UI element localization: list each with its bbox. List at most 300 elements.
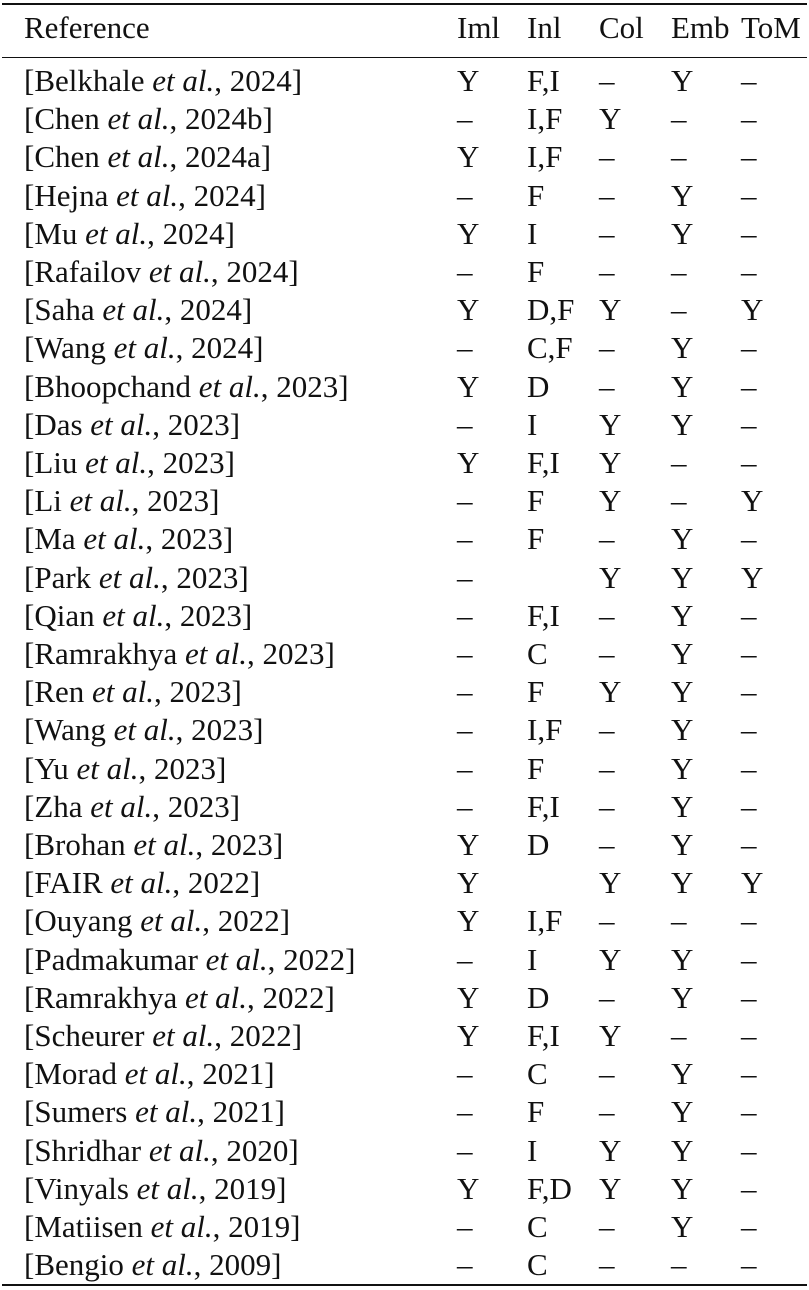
- inl-cell: I: [527, 1132, 538, 1168]
- bracket-close: ]: [288, 254, 299, 289]
- reference-year: 2019: [214, 1170, 277, 1206]
- emb-cell: Y: [671, 712, 694, 748]
- reference-cell: [Qian et al., 2023]: [24, 597, 253, 633]
- inl-cell: F,I: [527, 597, 560, 633]
- tom-cell: Y: [741, 559, 764, 595]
- reference-year: 2022: [187, 865, 250, 901]
- emb-cell: Y: [671, 1094, 694, 1130]
- reference-author: Scheurer: [34, 1018, 145, 1053]
- reference-etal: et al.: [124, 1056, 187, 1092]
- col-cell: Y: [599, 292, 622, 328]
- tom-cell: –: [741, 979, 757, 1015]
- tom-cell: Y: [741, 483, 764, 519]
- tom-cell: –: [741, 1056, 757, 1092]
- inl-cell: I: [527, 406, 538, 442]
- reference-year: 2022: [217, 903, 280, 939]
- table-row: [0, 520, 809, 558]
- reference-year: 2023: [179, 597, 242, 633]
- tom-cell: Y: [741, 865, 764, 901]
- col-cell: –: [599, 1247, 615, 1283]
- col-cell: Y: [599, 865, 622, 901]
- bracket-open: [: [24, 483, 35, 519]
- header-reference: Reference: [24, 10, 150, 45]
- reference-author: Matiisen: [34, 1209, 143, 1244]
- emb-cell: Y: [671, 788, 694, 824]
- header-rule: [2, 57, 807, 58]
- reference-author: Saha: [34, 292, 95, 328]
- reference-cell: [FAIR et al., 2022]: [24, 865, 261, 901]
- reference-year: 2024: [191, 330, 254, 366]
- bracket-open: [: [24, 101, 35, 137]
- tom-cell: –: [741, 941, 757, 977]
- bracket-close: ]: [255, 177, 266, 213]
- inl-cell: C: [527, 1209, 548, 1244]
- reference-author: Li: [34, 483, 62, 519]
- inl-cell: I,F: [527, 139, 563, 175]
- iml-cell: Y: [457, 445, 480, 480]
- bracket-open: [: [24, 368, 35, 404]
- inl-cell: I,F: [527, 101, 563, 137]
- reference-author: Shridhar: [34, 1132, 142, 1168]
- tom-cell: –: [741, 712, 757, 748]
- reference-cell: [Park et al., 2023]: [24, 559, 249, 595]
- inl-cell: I,F: [527, 712, 563, 748]
- tom-cell: –: [741, 1209, 757, 1244]
- tom-cell: –: [741, 903, 757, 939]
- table-row: [0, 902, 809, 940]
- emb-cell: Y: [671, 674, 694, 710]
- reference-year: 2024: [229, 63, 292, 98]
- iml-cell: Y: [457, 215, 480, 251]
- reference-author: Qian: [34, 597, 95, 633]
- bracket-open: [: [24, 674, 35, 710]
- tom-cell: –: [741, 139, 757, 175]
- reference-etal: et al.: [205, 941, 268, 977]
- inl-cell: F,I: [527, 788, 560, 824]
- bracket-close: ]: [274, 1094, 285, 1130]
- bracket-open: [: [24, 445, 35, 480]
- bracket-open: [: [24, 292, 35, 328]
- col-cell: Y: [599, 483, 622, 519]
- iml-cell: –: [457, 406, 473, 442]
- bracket-open: [: [24, 1170, 35, 1206]
- iml-cell: Y: [457, 903, 480, 939]
- reference-etal: et al.: [148, 254, 211, 289]
- emb-cell: –: [671, 254, 687, 289]
- reference-year: 2009: [209, 1247, 272, 1283]
- reference-etal: et al.: [116, 177, 179, 213]
- col-cell: –: [599, 712, 615, 748]
- inl-cell: F: [527, 1094, 545, 1130]
- table-row: [0, 711, 809, 749]
- bracket-open: [: [24, 1209, 35, 1244]
- reference-etal: et al.: [136, 1170, 199, 1206]
- reference-cell: [Li et al., 2023]: [24, 483, 220, 519]
- bracket-open: [: [24, 406, 35, 442]
- table-row: [0, 941, 809, 979]
- inl-cell: C,F: [527, 330, 573, 366]
- reference-author: Wang: [34, 712, 106, 748]
- reference-etal: et al.: [140, 903, 203, 939]
- reference-cell: [Padmakumar et al., 2022]: [24, 941, 356, 977]
- table-row: [0, 1055, 809, 1093]
- iml-cell: –: [457, 712, 473, 748]
- bracket-close: ]: [290, 1209, 301, 1244]
- bracket-close: ]: [238, 559, 249, 595]
- bottom-rule: [2, 1284, 807, 1286]
- emb-cell: Y: [671, 406, 694, 442]
- table-row: [0, 1208, 809, 1246]
- reference-year: 2023: [176, 559, 239, 595]
- tom-cell: –: [741, 827, 757, 862]
- emb-cell: Y: [671, 215, 694, 251]
- reference-author: Chen: [34, 139, 100, 175]
- reference-year: 2021: [212, 1094, 275, 1130]
- reference-author: Mu: [34, 215, 78, 251]
- reference-cell: [Sumers et al., 2021]: [24, 1094, 285, 1130]
- reference-etal: et al.: [98, 559, 161, 595]
- reference-year: 2024a: [185, 139, 261, 175]
- inl-cell: I,F: [527, 903, 563, 939]
- iml-cell: Y: [457, 139, 480, 175]
- emb-cell: Y: [671, 941, 694, 977]
- reference-etal: et al.: [83, 521, 146, 557]
- reference-cell: [Morad et al., 2021]: [24, 1056, 275, 1092]
- emb-cell: –: [671, 1018, 687, 1053]
- tom-cell: –: [741, 636, 757, 671]
- col-cell: –: [599, 903, 615, 939]
- reference-etal: et al.: [184, 636, 247, 671]
- table-row: [0, 597, 809, 635]
- table-row: [0, 1093, 809, 1131]
- bracket-close: ]: [264, 1056, 275, 1092]
- reference-year: 2024: [226, 254, 289, 289]
- bracket-close: ]: [249, 865, 261, 901]
- inl-cell: D: [527, 827, 550, 862]
- reference-author: Ren: [34, 674, 85, 710]
- tom-cell: Y: [741, 292, 764, 328]
- col-cell: Y: [599, 674, 622, 710]
- tom-cell: –: [741, 788, 757, 824]
- emb-cell: –: [671, 139, 687, 175]
- bracket-open: [: [24, 330, 35, 366]
- bracket-close: ]: [253, 712, 264, 748]
- bracket-close: ]: [222, 521, 234, 557]
- bracket-close: ]: [229, 788, 241, 824]
- reference-year: 2023: [162, 445, 225, 480]
- bracket-open: [: [24, 979, 35, 1015]
- bracket-open: [: [24, 521, 35, 557]
- emb-cell: Y: [671, 1170, 694, 1206]
- reference-year: 2023: [167, 788, 230, 824]
- tom-cell: –: [741, 1132, 757, 1168]
- reference-year: 2023: [160, 521, 223, 557]
- col-cell: –: [599, 521, 615, 557]
- bracket-open: [: [24, 177, 35, 213]
- tom-cell: –: [741, 177, 757, 213]
- iml-cell: –: [457, 254, 473, 289]
- bracket-close: ]: [279, 903, 291, 939]
- reference-author: Padmakumar: [34, 941, 198, 977]
- col-cell: –: [599, 215, 615, 251]
- inl-cell: D: [527, 368, 550, 404]
- header-row: [0, 9, 809, 47]
- emb-cell: –: [671, 483, 687, 519]
- inl-cell: D: [527, 979, 550, 1015]
- reference-author: Liu: [34, 445, 78, 480]
- bracket-open: [: [24, 827, 35, 862]
- inl-cell: F: [527, 254, 545, 289]
- bracket-close: ]: [276, 1170, 287, 1206]
- bracket-close: ]: [209, 483, 220, 519]
- table-row: [0, 750, 809, 788]
- tom-cell: –: [741, 368, 757, 404]
- reference-cell: [Bhoopchand et al., 2023]: [24, 368, 349, 404]
- reference-cell: [Chen et al., 2024a]: [24, 139, 272, 175]
- iml-cell: Y: [457, 1018, 480, 1053]
- table-row: [0, 673, 809, 711]
- bracket-close: ]: [231, 674, 242, 710]
- col-cell: –: [599, 827, 615, 862]
- table-row: [0, 291, 809, 329]
- reference-year: 2019: [228, 1209, 291, 1244]
- reference-cell: [Zha et al., 2023]: [24, 788, 241, 824]
- tom-cell: –: [741, 1018, 757, 1053]
- col-cell: –: [599, 1094, 615, 1130]
- iml-cell: –: [457, 597, 473, 633]
- col-cell: –: [599, 788, 615, 824]
- table-row: [0, 1132, 809, 1170]
- reference-year: 2023: [276, 368, 339, 404]
- bracket-close: ]: [291, 63, 303, 98]
- reference-cell: [Hejna et al., 2024]: [24, 177, 266, 213]
- col-cell: –: [599, 1209, 615, 1244]
- bracket-close: ]: [224, 215, 235, 251]
- col-cell: Y: [599, 941, 622, 977]
- inl-cell: C: [527, 1056, 548, 1092]
- reference-etal: et al.: [198, 368, 261, 404]
- bracket-close: ]: [345, 941, 356, 977]
- reference-etal: et al.: [107, 139, 170, 175]
- emb-cell: Y: [671, 63, 694, 98]
- reference-etal: et al.: [113, 330, 176, 366]
- table-row: [0, 864, 809, 902]
- tom-cell: –: [741, 597, 757, 633]
- bracket-close: ]: [338, 368, 349, 404]
- table-row: [0, 1170, 809, 1208]
- iml-cell: –: [457, 521, 473, 557]
- reference-year: 2023: [154, 750, 217, 786]
- col-cell: –: [599, 636, 615, 671]
- reference-etal: et al.: [85, 215, 148, 251]
- reference-year: 2023: [147, 483, 210, 519]
- emb-cell: Y: [671, 559, 694, 595]
- inl-cell: I: [527, 941, 538, 977]
- emb-cell: –: [671, 445, 687, 480]
- bracket-close: ]: [216, 750, 227, 786]
- reference-cell: [Vinyals et al., 2019]: [24, 1170, 287, 1206]
- reference-cell: [Shridhar et al., 2020]: [24, 1132, 299, 1168]
- tom-cell: –: [741, 330, 757, 366]
- table-row: [0, 62, 809, 100]
- bracket-open: [: [24, 1056, 35, 1092]
- bracket-open: [: [24, 559, 35, 595]
- bracket-open: [: [24, 597, 35, 633]
- iml-cell: –: [457, 1247, 473, 1283]
- tom-cell: –: [741, 521, 757, 557]
- reference-etal: et al.: [135, 1094, 198, 1130]
- bracket-open: [: [24, 1247, 35, 1283]
- emb-cell: –: [671, 1247, 687, 1283]
- col-cell: Y: [599, 101, 622, 137]
- reference-author: Bengio: [34, 1247, 124, 1283]
- table-row: [0, 368, 809, 406]
- inl-cell: F,I: [527, 445, 560, 480]
- reference-etal: et al.: [76, 750, 139, 786]
- reference-cell: [Wang et al., 2024]: [24, 330, 264, 366]
- reference-cell: [Ouyang et al., 2022]: [24, 903, 291, 939]
- tom-cell: –: [741, 674, 757, 710]
- reference-etal: et al.: [85, 445, 148, 480]
- bracket-close: ]: [271, 1247, 282, 1283]
- iml-cell: Y: [457, 979, 480, 1015]
- table-row: [0, 253, 809, 291]
- iml-cell: –: [457, 636, 473, 671]
- table-row: [0, 215, 809, 253]
- emb-cell: Y: [671, 1209, 694, 1244]
- iml-cell: –: [457, 941, 473, 977]
- emb-cell: Y: [671, 1132, 694, 1168]
- emb-cell: Y: [671, 177, 694, 213]
- reference-etal: et al.: [150, 1209, 213, 1244]
- tom-cell: –: [741, 406, 757, 442]
- header-tom: ToM: [741, 10, 801, 45]
- bracket-open: [: [24, 788, 35, 824]
- table-row: [0, 444, 809, 482]
- emb-cell: Y: [671, 750, 694, 786]
- reference-year: 2023: [167, 406, 230, 442]
- bracket-close: ]: [272, 827, 284, 862]
- reference-author: Belkhale: [34, 63, 145, 98]
- reference-year: 2024: [162, 215, 225, 251]
- bracket-open: [: [24, 139, 35, 175]
- reference-author: Park: [34, 559, 92, 595]
- header-iml: Iml: [457, 10, 501, 45]
- emb-cell: Y: [671, 865, 694, 901]
- iml-cell: –: [457, 330, 473, 366]
- col-cell: Y: [599, 559, 622, 595]
- reference-cell: [Ren et al., 2023]: [24, 674, 242, 710]
- inl-cell: F,I: [527, 63, 560, 98]
- emb-cell: Y: [671, 368, 694, 404]
- tom-cell: –: [741, 1247, 757, 1283]
- table-row: [0, 979, 809, 1017]
- inl-cell: F,I: [527, 1018, 560, 1053]
- reference-cell: [Rafailov et al., 2024]: [24, 254, 299, 289]
- iml-cell: –: [457, 674, 473, 710]
- tom-cell: –: [741, 63, 757, 98]
- reference-cell: [Scheurer et al., 2022]: [24, 1018, 303, 1053]
- tom-cell: –: [741, 1094, 757, 1130]
- reference-cell: [Belkhale et al., 2024]: [24, 63, 303, 98]
- inl-cell: C: [527, 1247, 548, 1283]
- table-row: [0, 635, 809, 673]
- bracket-close: ]: [324, 979, 335, 1015]
- inl-cell: I: [527, 215, 538, 251]
- reference-cell: [Ramrakhya et al., 2023]: [24, 636, 335, 671]
- reference-year: 2024b: [185, 101, 263, 137]
- table-row: [0, 559, 809, 597]
- reference-author: Das: [34, 406, 83, 442]
- bracket-close: ]: [229, 406, 241, 442]
- bracket-close: ]: [224, 445, 235, 480]
- reference-cell: [Wang et al., 2023]: [24, 712, 264, 748]
- inl-cell: C: [527, 636, 548, 671]
- reference-author: Bhoopchand: [34, 368, 192, 404]
- reference-author: Zha: [34, 788, 83, 824]
- bracket-open: [: [24, 865, 35, 901]
- bracket-close: ]: [241, 597, 253, 633]
- header-inl: Inl: [527, 10, 562, 45]
- reference-cell: [Mu et al., 2024]: [24, 215, 235, 251]
- col-cell: –: [599, 254, 615, 289]
- iml-cell: –: [457, 750, 473, 786]
- iml-cell: Y: [457, 63, 480, 98]
- col-cell: –: [599, 63, 615, 98]
- iml-cell: –: [457, 1209, 473, 1244]
- col-cell: Y: [599, 445, 622, 480]
- reference-cell: [Saha et al., 2024]: [24, 292, 253, 328]
- reference-cell: [Ma et al., 2023]: [24, 521, 234, 557]
- table-row: [0, 100, 809, 138]
- reference-cell: [Yu et al., 2023]: [24, 750, 227, 786]
- col-cell: –: [599, 330, 615, 366]
- reference-cell: [Bengio et al., 2009]: [24, 1247, 282, 1283]
- reference-author: FAIR: [34, 865, 103, 901]
- bracket-close: ]: [324, 636, 335, 671]
- reference-etal: et al.: [131, 1247, 194, 1283]
- bracket-open: [: [24, 254, 35, 289]
- reference-etal: et al.: [107, 101, 170, 137]
- emb-cell: –: [671, 903, 687, 939]
- emb-cell: Y: [671, 827, 694, 862]
- reference-year: 2024: [179, 292, 242, 328]
- emb-cell: Y: [671, 1056, 694, 1092]
- reference-author: Yu: [34, 750, 69, 786]
- reference-etal: et al.: [110, 865, 173, 901]
- reference-year: 2022: [262, 979, 325, 1015]
- reference-etal: et al.: [113, 712, 176, 748]
- bracket-open: [: [24, 712, 35, 748]
- bracket-close: ]: [260, 139, 272, 175]
- bracket-open: [: [24, 1018, 35, 1053]
- emb-cell: –: [671, 101, 687, 137]
- iml-cell: –: [457, 101, 473, 137]
- iml-cell: Y: [457, 865, 480, 901]
- emb-cell: Y: [671, 330, 694, 366]
- col-cell: –: [599, 177, 615, 213]
- reference-cell: [Liu et al., 2023]: [24, 445, 235, 480]
- reference-year: 2020: [226, 1132, 289, 1168]
- iml-cell: Y: [457, 1170, 480, 1206]
- reference-cell: [Chen et al., 2024b]: [24, 101, 273, 137]
- reference-author: Wang: [34, 330, 106, 366]
- inl-cell: D,F: [527, 292, 575, 328]
- iml-cell: Y: [457, 292, 480, 328]
- inl-cell: F: [527, 521, 545, 557]
- col-cell: –: [599, 368, 615, 404]
- reference-year: 2023: [191, 712, 254, 748]
